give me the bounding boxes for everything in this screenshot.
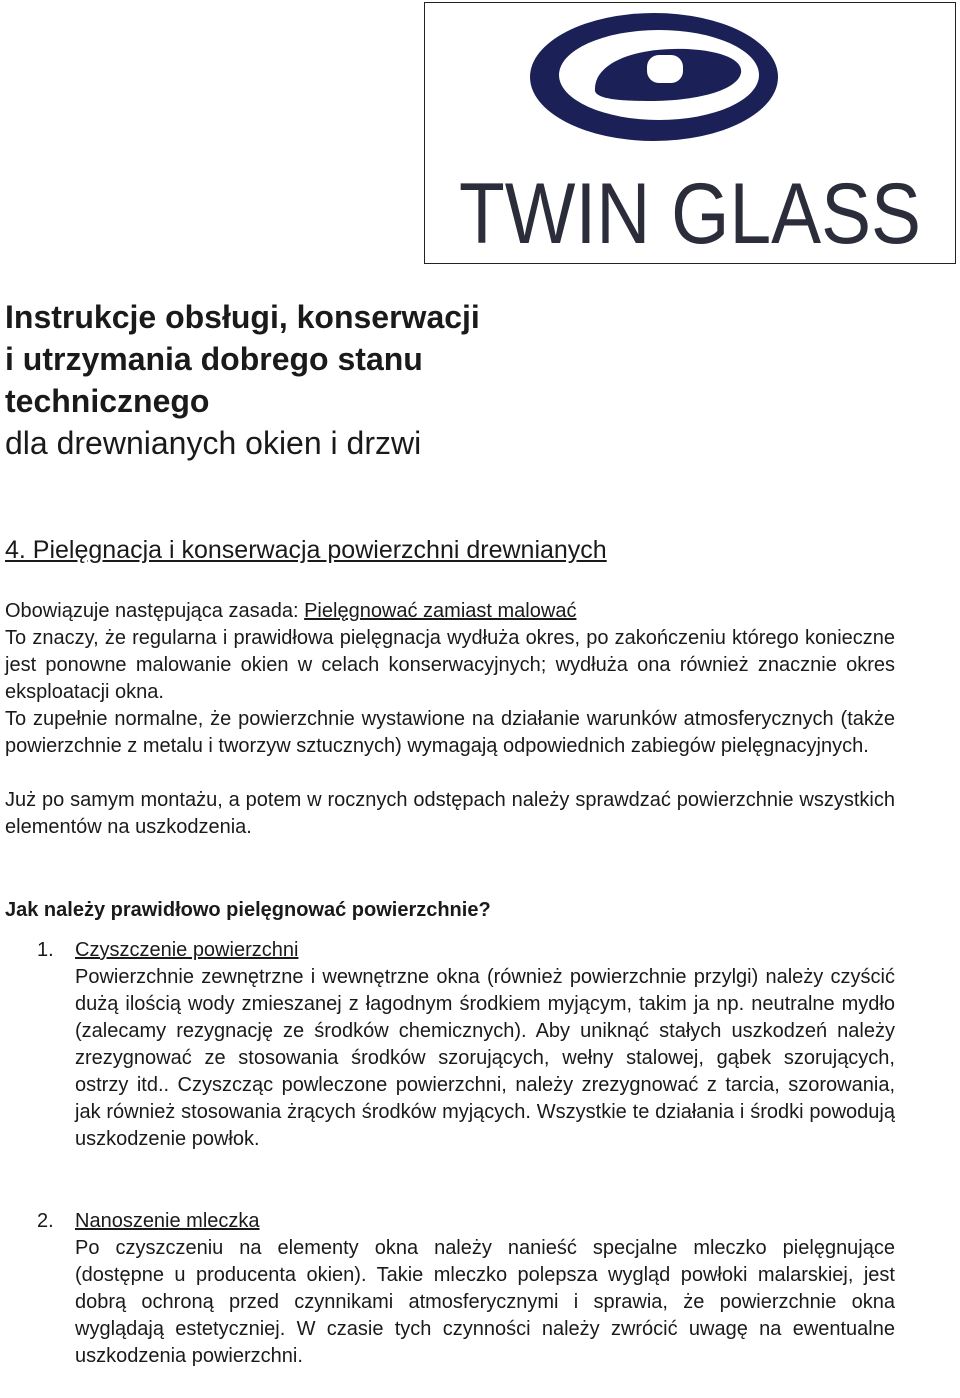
logo-highlight bbox=[647, 55, 683, 83]
company-logo bbox=[424, 2, 956, 264]
paragraph-1: To znaczy, że regularna i prawidłowa pielęgnacja wydłuża okres, po zakończeniu którego konieczne jest ponowne malowanie okien w celach konserwacyjnych; wydłuża ona również znacznie okres eksploatacji okna. bbox=[5, 627, 895, 703]
rule-motto: Pielęgnować zamiast malować bbox=[304, 600, 577, 622]
twin-glass-logo-graphic bbox=[425, 3, 955, 263]
logo-wordmark: TWIN GLASS bbox=[459, 166, 921, 262]
rule-paragraph bbox=[5, 598, 895, 625]
list-item-number: 2. bbox=[37, 1210, 54, 1232]
document-title bbox=[5, 296, 625, 464]
paragraph-3: Już po samym montażu, a potem w rocznych odstępach należy sprawdzać powierzchnie wszystkich elementów na uszkodzenia. bbox=[5, 789, 895, 838]
title-line-1: Instrukcje obsługi, konserwacji bbox=[5, 299, 480, 335]
title-line-2: i utrzymania dobrego stanu bbox=[5, 341, 423, 377]
section-heading: 4. Pielęgnacja i konserwacja powierzchni drewnianych bbox=[5, 536, 607, 564]
list-item-title: Czyszczenie powierzchni bbox=[75, 939, 299, 961]
list-item-number: 1. bbox=[37, 939, 54, 961]
rule-prefix: Obowiązuje następująca zasada: bbox=[5, 600, 305, 622]
paragraph-2: To zupełnie normalne, że powierzchnie wystawione na działanie warunków atmosferycznych (także powierzchnie z metalu i tworzyw sztucznych) wymagają odpowiednich zabiegów pielęgnacyjnych. bbox=[5, 708, 895, 757]
list-item-body: Powierzchnie zewnętrzne i wewnętrzne okna (również powierzchnie przylgi) należy czyścić dużą ilością wody zmieszanej z łagodnym środkiem myjącym, takim ja np. neutralne mydło (zalecamy rezygnację ze środków chemicznych). Aby uniknąć stałych uszkodzeń należy zrezygnować ze stosowania środków szorujących, wełny stalowej, gąbek szorujących, ostrzy itd.. Czyszcząc powleczone powierzchni, należy zrezygnować z tarcia, szorowania, jak również stosowania żrących środków myjących. Wszystkie te działania i środki powodują uszkodzenie powłok. bbox=[75, 966, 895, 1150]
list-item-title: Nanoszenie mleczka bbox=[75, 1210, 260, 1232]
title-line-3: technicznego bbox=[5, 383, 210, 419]
title-line-4: dla drewnianych okien i drzwi bbox=[5, 425, 422, 461]
list-item-body: Po czyszczeniu na elementy okna należy nanieść specjalne mleczko pielęgnujące (dostępne u producenta okien). Takie mleczko polepsza wygląd powłoki malarskiej, jest dobrą ochroną przed czynnikami atmosferycznymi i sprawia, że powierzchnie okna wyglądają estetyczniej. W czasie tych czynności należy zwrócić uwagę na ewentualne uszkodzenia powierzchni. bbox=[75, 1237, 895, 1367]
subheading-question: Jak należy prawidłowo pielęgnować powierzchnie? bbox=[5, 899, 491, 921]
